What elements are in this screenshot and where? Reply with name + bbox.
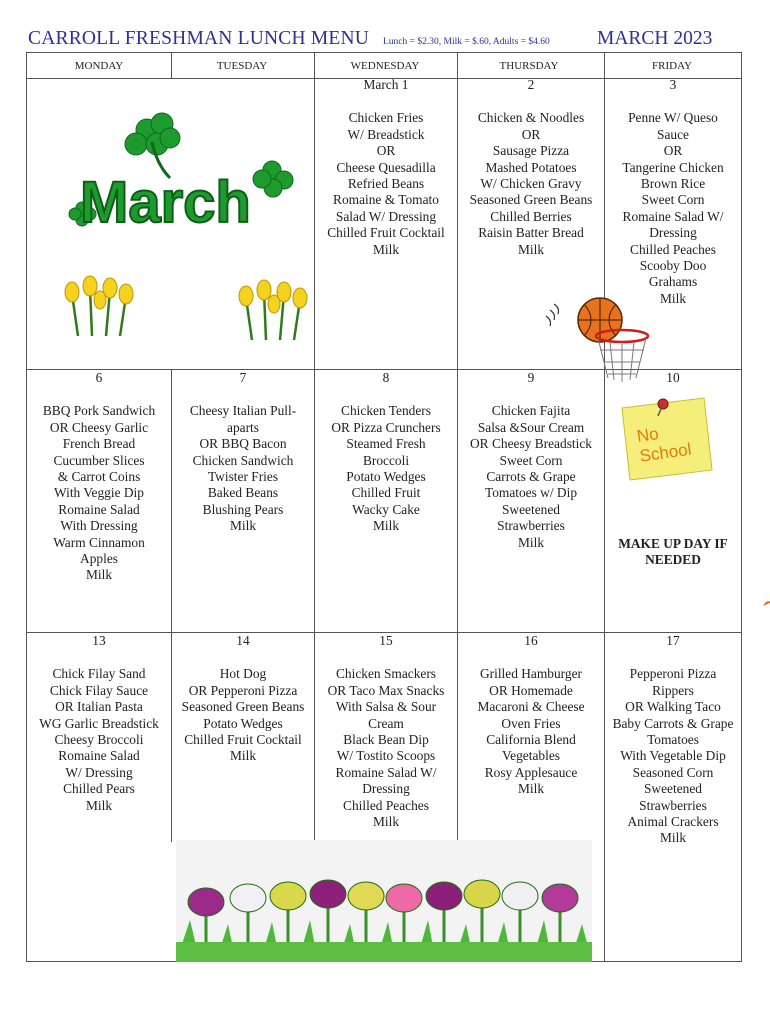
menu-item: WG Garlic Breadstick [39,715,159,731]
menu-item: Milk [372,518,400,534]
menu-item: Animal Crackers [627,814,719,830]
no-school-note-icon [616,392,716,482]
date-number: 13 [92,633,106,648]
menu-item: Sweetened [643,781,702,797]
menu-item: Rosy Applesauce [484,764,578,780]
menu-item: Milk [659,830,687,846]
menu-item: OR Taco Max Snacks [327,682,445,698]
leaf-mark-icon [762,598,770,608]
menu-item: Warm Cinnamon [53,534,145,550]
menu-item: Milk [229,518,257,534]
menu-item: aparts [227,419,259,435]
date-number: 14 [236,633,250,648]
menu-item: Raisin Batter Bread [478,225,584,241]
cell-thu-mar-9 [458,370,604,551]
menu-item: Penne W/ Queso [628,110,718,126]
menu-item: Milk [517,241,545,257]
menu-item: OR BBQ Bacon [199,436,287,452]
menu-item: Romaine Salad [58,501,140,517]
menu-item: OR Cheesy Breadstick [470,436,592,452]
menu-item: Chilled Berries [490,208,572,224]
menu-item: Chilled Pears [63,781,135,797]
menu-item: Tangerine Chicken [622,159,724,175]
menu-item: Twister Fries [207,469,279,485]
menu-item: Refried Beans [347,176,425,192]
menu-item: Cheesy Italian Pull- [189,403,297,419]
menu-item: Dressing [362,781,410,797]
menu-item: Potato Wedges [203,715,283,731]
daffodil-icon [232,278,312,340]
cell-tue-mar-14 [172,633,314,765]
note-text-no: No [635,424,660,446]
menu-item: Macaroni & Cheese [477,699,585,715]
day-monday: MONDAY [74,60,124,72]
menu-item: Cheese Quesadilla [336,159,436,175]
menu-item: & Carrot Coins [57,469,141,485]
menu-item: OR [376,143,396,159]
menu-item: Sauce [657,126,689,142]
date-number: 17 [666,633,680,648]
day-tuesday: TUESDAY [216,60,268,72]
menu-item: Romaine Salad W/ [335,764,437,780]
menu-item: Dressing [649,225,697,241]
menu-item: Chicken & Noodles [477,110,585,126]
menu-item: Scooby Doo [639,258,707,274]
menu-item: With Veggie Dip [54,485,144,501]
menu-item: Romaine Salad [58,748,140,764]
cell-thu-mar-2 [458,77,604,258]
date-number: 7 [239,370,247,385]
menu-item: OR Pizza Crunchers [331,419,441,435]
menu-item: Milk [517,534,545,550]
daffodil-icon [58,274,138,336]
menu-item: Salad W/ Dressing [335,208,437,224]
cell-fri-mar-10 [605,370,741,386]
menu-item: Cheesy Broccoli [54,732,144,748]
shamrock-march-art [62,110,302,240]
menu-item: With Dressing [60,518,138,534]
menu-item: W/ Breadstick [347,126,425,142]
menu-item: Milk [85,797,113,813]
menu-item: Blushing Pears [202,501,284,517]
menu-item: Baby Carrots & Grape [612,715,734,731]
date-number: 15 [379,633,393,648]
menu-item: OR Homemade [489,682,573,698]
menu-item: Salsa &Sour Cream [477,419,585,435]
menu-item: OR Walking Taco [625,699,721,715]
menu-item: Chicken Tenders [341,403,431,419]
menu-item: Carrots & Grape [486,469,576,485]
menu-item: Sweet Corn [499,452,563,468]
date-number: 9 [527,370,535,385]
day-thursday: THURSDAY [499,60,559,72]
menu-item: Chicken Smackers [335,666,437,682]
tulip-border-art [176,840,592,962]
menu-item: Chicken Fajita [491,403,571,419]
menu-item: Milk [229,748,257,764]
menu-item: Wacky Cake [352,501,420,517]
menu-item: Apples [80,551,118,567]
cell-mon-mar-13 [27,633,171,814]
menu-item: OR [663,143,683,159]
month-title: MARCH 2023 [597,28,713,49]
day-friday: FRIDAY [652,60,692,72]
menu-title: CARROLL FRESHMAN LUNCH MENU [28,28,370,49]
menu-item: Milk [659,290,687,306]
menu-item: Baked Beans [207,485,279,501]
menu-item: Strawberries [639,797,707,813]
menu-item: Brown Rice [640,176,706,192]
cell-wed-mar-8 [315,370,457,535]
menu-item: Strawberries [497,518,565,534]
menu-item: Steamed Fresh [346,436,426,452]
menu-item: BBQ Pork Sandwich [42,403,156,419]
menu-item: Chick Filay Sand [52,666,146,682]
cell-fri-mar-17 [605,633,741,847]
menu-item: Chick Filay Sauce [49,682,149,698]
march-art-word: March [80,170,251,235]
menu-item: Rippers [652,682,694,698]
cell-wed-mar-1 [315,77,457,258]
menu-item: Milk [85,567,113,583]
menu-item: Mashed Potatoes [485,159,577,175]
cell-tue-mar-7 [172,370,314,535]
menu-item: Seasoned Green Beans [469,192,593,208]
menu-item: With Salsa & Sour [335,699,437,715]
date-number: 16 [524,633,538,648]
menu-item: Romaine & Tomato [333,192,439,208]
menu-item: Tomatoes [647,732,699,748]
menu-item: Chilled Fruit Cocktail [184,732,302,748]
menu-item: Chilled Fruit Cocktail [327,225,445,241]
date-number: 3 [669,77,677,92]
note-text-school: School [638,439,693,466]
cell-thu-mar-16 [458,633,604,798]
date-number: March 1 [363,77,409,92]
menu-item: Cream [368,715,404,731]
menu-item: Seasoned Corn [632,764,714,780]
cell-fri-mar-3 [605,77,741,307]
menu-item: With Vegetable Dip [620,748,726,764]
date-number: 10 [666,370,680,385]
calendar-grid [26,52,742,962]
menu-item: Milk [372,814,400,830]
menu-item: Sausage Pizza [492,143,570,159]
menu-item: Sweetened [501,501,560,517]
menu-item: Chicken Sandwich [192,452,294,468]
cell-mon-mar-6 [27,370,171,584]
menu-item: Seasoned Green Beans [181,699,305,715]
menu-item: Grahams [648,274,698,290]
menu-item: Vegetables [501,748,560,764]
menu-item: Romaine Salad W/ [622,208,724,224]
day-wednesday: WEDNESDAY [350,60,420,72]
price-info: Lunch = $2.30, Milk = $.60, Adults = $4.60 [383,37,550,47]
menu-item: Hot Dog [219,666,267,682]
menu-item: Sweet Corn [641,192,705,208]
menu-item: Black Bean Dip [343,732,429,748]
menu-item: Chicken Fries [348,110,424,126]
menu-item: W/ Chicken Gravy [480,176,582,192]
menu-item: OR Cheesy Garlic [49,419,149,435]
menu-item: Chilled Fruit [351,485,421,501]
menu-item: Grilled Hamburger [479,666,582,682]
menu-item: Potato Wedges [346,469,426,485]
menu-item: OR Pepperoni Pizza [188,682,298,698]
menu-item: Milk [372,241,400,257]
date-number: 6 [95,370,103,385]
menu-item: Cucumber Slices [53,452,145,468]
menu-item: Oven Fries [501,715,561,731]
menu-item: French Bread [62,436,136,452]
menu-item: Broccoli [362,452,410,468]
menu-item: Milk [517,781,545,797]
date-number: 8 [382,370,390,385]
date-number: 2 [527,77,535,92]
menu-item: W/ Tostito Scoops [336,748,436,764]
menu-item: Pepperoni Pizza [629,666,717,682]
makeup-day-note: MAKE UP DAY IF NEEDED [618,536,728,568]
menu-item: OR [521,126,541,142]
menu-item: W/ Dressing [65,764,133,780]
menu-item: Chilled Peaches [343,797,429,813]
menu-item: California Blend [486,732,576,748]
cell-wed-mar-15 [315,633,457,830]
menu-item: Chilled Peaches [630,241,716,257]
menu-item: Tomatoes w/ Dip [484,485,578,501]
menu-item: OR Italian Pasta [55,699,143,715]
